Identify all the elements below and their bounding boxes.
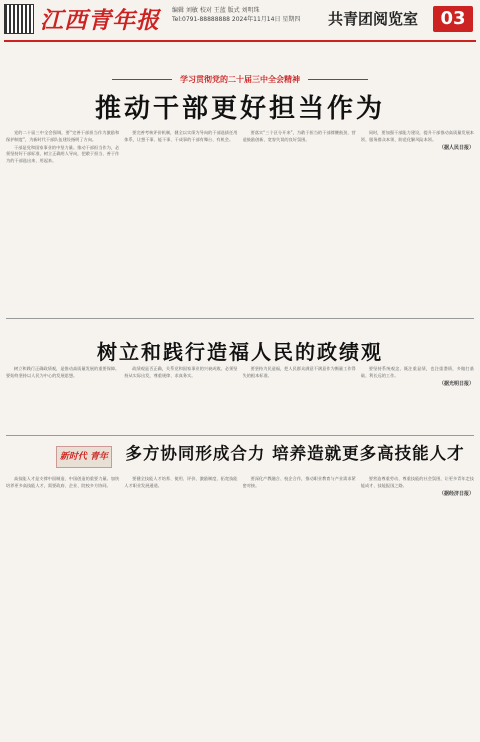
section-title: 共青团阅览室 — [328, 10, 419, 28]
article3-headline: 多方协同形成合力 培养造就更多高技能人才 — [125, 444, 465, 463]
article1-body — [6, 130, 474, 302]
divider — [6, 318, 474, 319]
meta-line-2: Tel:0791-88888888 2024年11月14日 星期四 — [172, 16, 301, 23]
article2-column — [124, 366, 237, 432]
article3-credit: （据经济日报） — [438, 490, 474, 497]
article2-paragraph: 政绩观是否正确，关系党和国家事业的兴衰成败。必须坚持从实际出发，尊重规律、求真务实。 — [124, 366, 238, 378]
article2-column — [361, 366, 474, 432]
masthead — [0, 0, 480, 40]
article1-column — [124, 130, 237, 302]
article2-paragraph: 要坚持为民造福，把人民群众满意不满意作为衡量工作得失的根本标准。 — [242, 366, 356, 378]
page-number: 03 — [433, 6, 473, 32]
article2-headline: 树立和践行造福人民的政绩观 — [97, 340, 383, 364]
article1-paragraph: 要落实“三个区分开来”，为敢于担当的干部撑腰鼓劲，营造鼓励创新、宽容失误的良好氛围。 — [242, 130, 356, 142]
article3-paragraph: 要深化产教融合、校企合作，推动职业教育与产业需求紧密对接。 — [242, 476, 356, 488]
article2-body — [6, 366, 474, 432]
article3-paragraph: 高技能人才是支撑中国制造、中国创造的重要力量。加快培养更多高技能人才，需要政府、企业、院校多方协同。 — [6, 476, 120, 488]
meta-line-1: 编辑 刘敏 校对 王蓝 版式 刘明珠 — [172, 7, 260, 14]
article1-credit: （据人民日报） — [438, 144, 474, 151]
article2-column — [243, 366, 356, 432]
article1-paragraph: 干部是党和国家事业的中坚力量。推动干部担当作为，必须坚持好干部标准，树立正确用人导向，把敢于担当、善于作为的干部选出来、用起来。 — [6, 144, 120, 164]
article2-column — [6, 366, 119, 432]
article1-column — [361, 130, 474, 302]
header-rule — [4, 40, 476, 42]
new-era-youth-badge: 新时代 青年 — [56, 446, 112, 468]
article3-paragraph: 要健全技能人才培养、使用、评价、激励制度，拓宽技能人才职业发展通道。 — [124, 476, 238, 488]
article1-paragraph: 同时，要加强干部能力建设，提升干部推动高质量发展本领、服务群众本领、防范化解风险本领。 — [360, 130, 474, 142]
divider — [6, 435, 474, 436]
article3-column — [243, 476, 356, 734]
edition-meta — [172, 6, 332, 24]
article3-column — [361, 476, 474, 734]
article3-column — [124, 476, 237, 734]
article1-paragraph: 要完善考核评价机制，健全以实绩为导向的干部选拔任用体系，让想干事、能干事、干成事的干部有舞台、有机会。 — [124, 130, 238, 142]
article1-paragraph: 党的二十届三中全会强调，要“完善干部担当作为激励和保护制度”，为新时代干部队伍建设指明了方向。 — [6, 130, 120, 142]
newspaper-logo: 江西青年报 — [40, 7, 160, 34]
article3-body — [6, 476, 474, 734]
article2-paragraph: 树立和践行正确政绩观，是推动高质量发展的重要保障。要始终坚持以人民为中心的发展思想。 — [6, 366, 120, 378]
qr-code-icon — [4, 4, 34, 34]
article1-column — [243, 130, 356, 302]
article3-column — [6, 476, 119, 734]
article1-column — [6, 130, 119, 302]
article1-headline: 推动干部更好担当作为 — [94, 94, 385, 124]
article2-paragraph: 要坚持系统观念，既注重显绩，也注重潜绩，多做打基础、利长远的工作。 — [360, 366, 474, 378]
article2-credit: （据光明日报） — [438, 380, 474, 387]
article3-paragraph: 要营造尊重劳动、尊重技能的社会氛围，让更多青年走技能成才、技能报国之路。 — [360, 476, 474, 488]
article1-kicker: 学习贯彻党的二十届三中全会精神 — [0, 74, 480, 85]
